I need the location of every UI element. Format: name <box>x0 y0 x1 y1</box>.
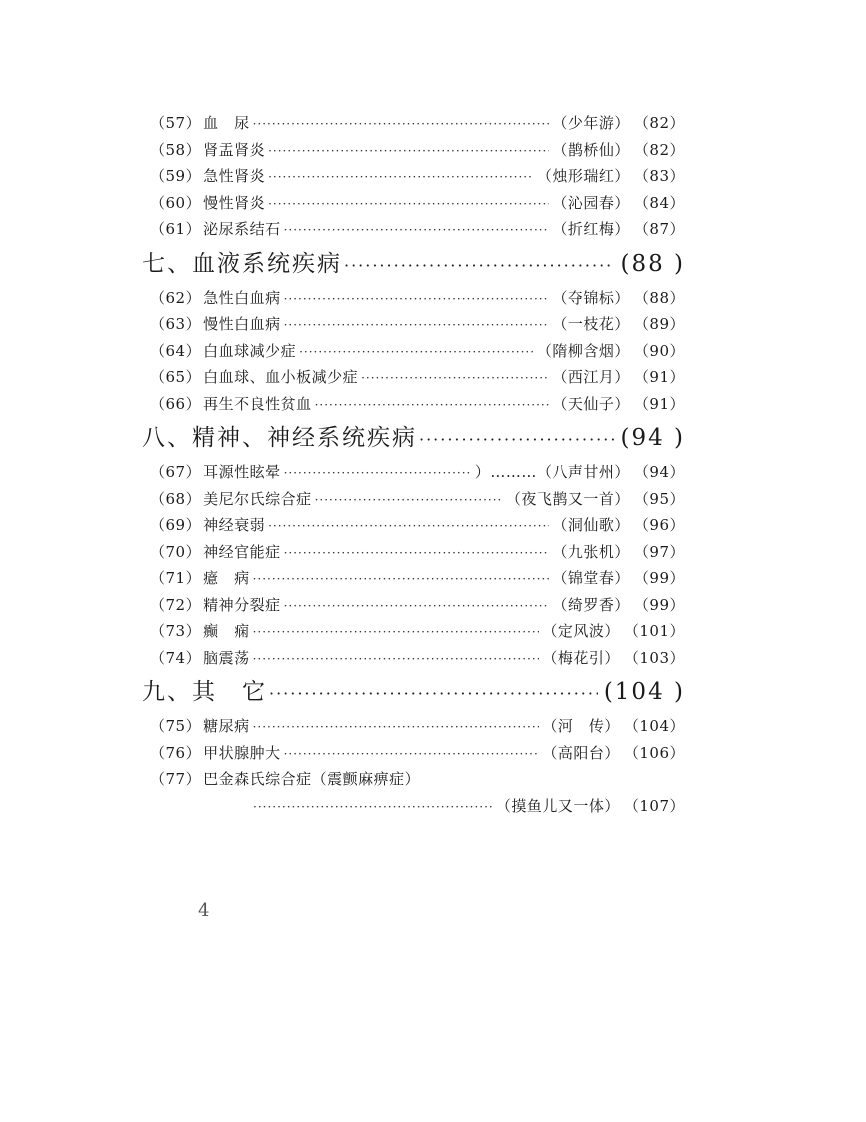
entry-title: 甲状腺肿大 <box>203 743 281 762</box>
entry-tune: （绮罗香） <box>552 595 630 614</box>
entry-number: （65） <box>150 368 202 386</box>
entry-tune: （天仙子） <box>552 394 630 413</box>
toc-entry <box>150 486 685 513</box>
section-title: 八、精神、神经系统疾病 <box>142 425 417 451</box>
entry-tune: （隋柳含烟） <box>536 341 630 360</box>
toc-entry <box>150 592 685 619</box>
entry-number: （66） <box>150 394 202 413</box>
section-title: 九、其 它 <box>142 679 267 705</box>
entry-page: （87） <box>633 220 685 238</box>
entry-tune: （高阳台） <box>542 743 620 762</box>
entry-number: （68） <box>150 489 202 508</box>
leader-dots <box>253 646 540 673</box>
entry-page: （89） <box>633 315 685 333</box>
entry-tune: （鹊桥仙） <box>552 140 630 159</box>
entry-number: （57） <box>150 114 202 132</box>
entry-title: 白血球、血小板减少症 <box>203 368 359 386</box>
entry-number: （77） <box>150 770 202 788</box>
entry-number: （69） <box>150 516 202 534</box>
section-page: (88 ) <box>620 250 685 277</box>
entry-title: 血 尿 <box>203 114 250 132</box>
entry-tune: （摸鱼儿又一体） <box>495 796 620 815</box>
entry-number: （67） <box>150 463 202 481</box>
leader-dots <box>284 217 550 244</box>
entry-tune: （一枝花） <box>552 315 630 333</box>
toc-entry <box>150 137 685 164</box>
entry-page: （96） <box>633 516 685 534</box>
entry-tune: （折红梅） <box>552 220 630 238</box>
leader-dots <box>253 619 540 646</box>
toc-entry <box>150 110 685 137</box>
leader-dots <box>344 247 614 285</box>
entry-tune: （九张机） <box>552 542 630 561</box>
entry-number: （61） <box>150 220 202 238</box>
entry-page: （97） <box>633 542 685 561</box>
toc-entry <box>150 766 685 793</box>
section-heading <box>142 245 685 283</box>
toc-entry <box>150 512 685 539</box>
entry-tune: （夜飞鹊又一首） <box>505 489 630 508</box>
entry-tune: （少年游） <box>552 114 630 132</box>
leader-dots <box>253 794 493 821</box>
entry-title: 巴金森氏综合症（震颤麻痹症） <box>203 770 421 788</box>
leader-dots <box>268 138 549 165</box>
toc-entry <box>150 459 685 486</box>
entry-title: 肾盂肾炎 <box>203 140 266 159</box>
page-number: 4 <box>198 900 210 921</box>
entry-title: 泌尿系结石 <box>203 220 281 238</box>
section-heading <box>142 673 685 711</box>
entry-title: 再生不良性贫血 <box>203 394 312 413</box>
entry-page: （82） <box>633 140 685 159</box>
toc-entry <box>150 190 685 217</box>
toc-entry <box>150 565 685 592</box>
leader-dots <box>269 675 598 713</box>
entry-tune: （西江月） <box>552 368 630 386</box>
toc-entry <box>150 740 685 767</box>
entry-number: （58） <box>150 140 202 159</box>
entry-tune: （洞仙歌） <box>552 516 630 534</box>
entry-title: 急性肾炎 <box>203 167 266 185</box>
toc-entry <box>150 713 685 740</box>
entry-number: （71） <box>150 569 202 587</box>
leader-dots <box>361 365 549 392</box>
leader-dots <box>315 392 550 419</box>
entry-tune: （沁园春） <box>552 193 630 212</box>
entry-page: （103） <box>623 648 685 667</box>
entry-page: （101） <box>623 622 685 640</box>
leader-dots <box>284 286 550 313</box>
entry-number: （76） <box>150 743 202 762</box>
leader-dots <box>253 714 540 741</box>
entry-number: （73） <box>150 622 202 640</box>
leader-dots <box>268 513 549 540</box>
entry-page: （84） <box>633 193 685 212</box>
section-title: 七、血液系统疾病 <box>142 250 342 277</box>
toc-entry <box>150 391 685 418</box>
toc-entry <box>150 539 685 566</box>
entry-page: （88） <box>633 288 685 307</box>
entry-title: 癔 病 <box>203 569 250 587</box>
entry-title: 糖尿病 <box>203 717 250 735</box>
entry-page: （107） <box>623 796 685 815</box>
section-heading <box>142 419 685 457</box>
entry-page: （95） <box>633 489 685 508</box>
entry-title: 白血球减少症 <box>203 341 297 360</box>
entry-number: （62） <box>150 288 202 307</box>
table-of-contents <box>142 110 685 819</box>
entry-tune: （烛形瑞红） <box>536 167 630 185</box>
toc-entry-continuation <box>150 793 685 820</box>
leader-dots <box>268 191 549 218</box>
entry-tune: （锦堂春） <box>552 569 630 587</box>
entry-tune: ）………（八声甘州） <box>474 463 630 481</box>
entry-title: 美尼尔氏综合症 <box>203 489 312 508</box>
leader-dots <box>253 111 550 138</box>
toc-entry <box>150 285 685 312</box>
entry-title: 慢性肾炎 <box>203 193 266 212</box>
entry-number: （75） <box>150 717 202 735</box>
leader-dots <box>284 460 472 487</box>
entry-number: （74） <box>150 648 202 667</box>
leader-dots <box>284 312 550 339</box>
toc-entry <box>150 338 685 365</box>
entry-page: （83） <box>633 167 685 185</box>
toc-entry <box>150 645 685 672</box>
leader-dots <box>284 741 540 768</box>
entry-page: （82） <box>633 114 685 132</box>
entry-title: 神经官能症 <box>203 542 281 561</box>
entry-number: （60） <box>150 193 202 212</box>
entry-title: 慢性白血病 <box>203 315 281 333</box>
entry-page: （91） <box>633 368 685 386</box>
entry-title: 癫 痫 <box>203 622 250 640</box>
toc-entry <box>150 618 685 645</box>
leader-dots <box>284 593 550 620</box>
toc-entry <box>150 216 685 243</box>
entry-page: （99） <box>633 595 685 614</box>
entry-tune: （河 传） <box>542 717 620 735</box>
entry-page: （106） <box>623 743 685 762</box>
entry-title: 急性白血病 <box>203 288 281 307</box>
entry-page: （91） <box>633 394 685 413</box>
entry-title: 神经衰弱 <box>203 516 266 534</box>
toc-entry <box>150 311 685 338</box>
leader-dots <box>268 164 534 191</box>
entry-title: 精神分裂症 <box>203 595 281 614</box>
leader-dots <box>419 421 614 459</box>
entry-tune: （梅花引） <box>542 648 620 667</box>
section-page: (104 ) <box>603 679 685 705</box>
entry-page: （104） <box>623 717 685 735</box>
entry-number: （63） <box>150 315 202 333</box>
entry-number: （72） <box>150 595 202 614</box>
entry-number: （59） <box>150 167 202 185</box>
entry-title: 耳源性眩晕 <box>203 463 281 481</box>
entry-number: （70） <box>150 542 202 561</box>
entry-page: （90） <box>633 341 685 360</box>
entry-tune: （定风波） <box>542 622 620 640</box>
entry-title: 脑震荡 <box>203 648 250 667</box>
entry-page: （99） <box>633 569 685 587</box>
leader-dots <box>253 566 550 593</box>
toc-entry <box>150 163 685 190</box>
leader-dots <box>315 487 503 514</box>
section-page: (94 ) <box>620 425 685 451</box>
leader-dots <box>299 339 534 366</box>
leader-dots <box>284 540 550 567</box>
entry-tune: （夺锦标） <box>552 288 630 307</box>
entry-number: （64） <box>150 341 202 360</box>
entry-page: （94） <box>633 463 685 481</box>
toc-entry <box>150 364 685 391</box>
